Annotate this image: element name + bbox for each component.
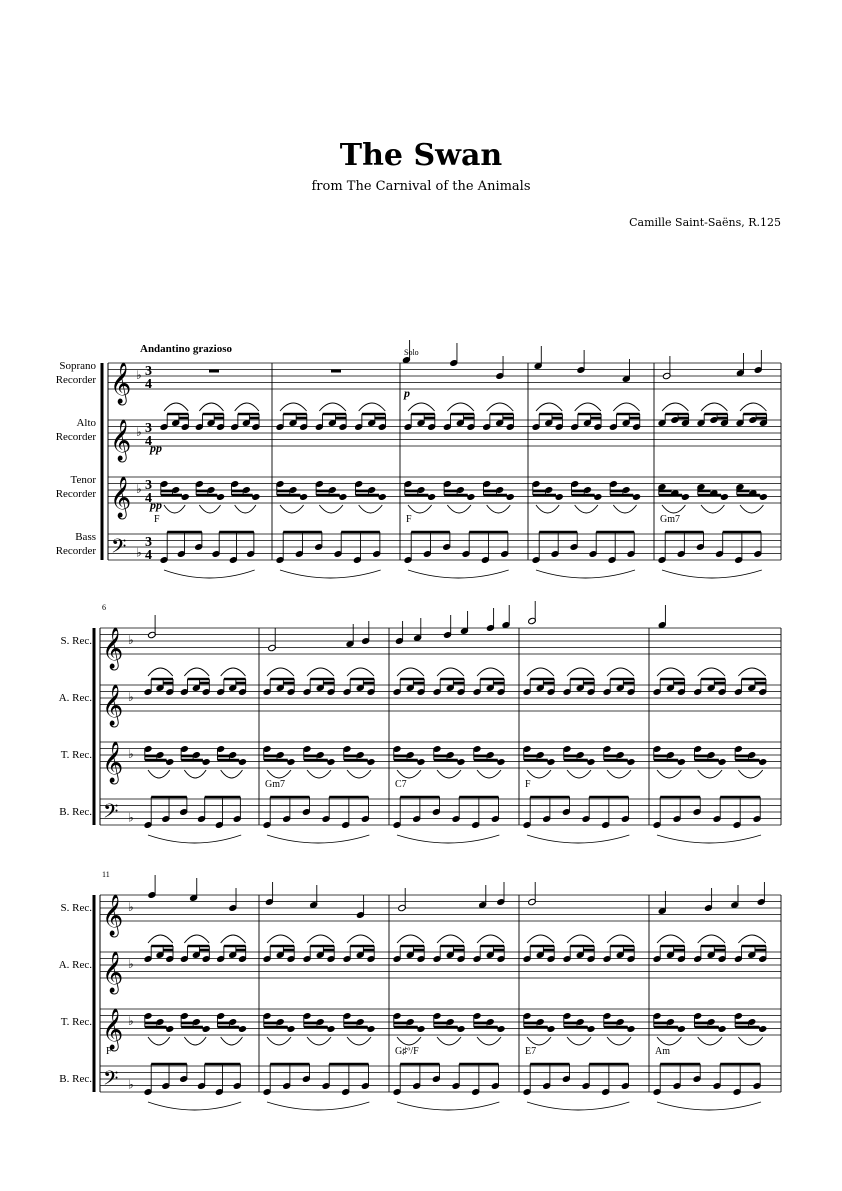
slur [397, 935, 424, 943]
instrument-short-name: B. Rec. [59, 806, 92, 818]
instrument-short-name: A. Rec. [58, 692, 92, 704]
treble-clef-icon: 𝄞 [102, 952, 124, 992]
slur [536, 403, 562, 411]
slur [698, 770, 722, 778]
slur [437, 668, 464, 676]
slur [307, 1037, 331, 1045]
slur [148, 1037, 170, 1045]
piece-title: The Swan [339, 138, 503, 173]
treble-clef-icon: 𝄞 [102, 628, 124, 668]
slur [662, 403, 688, 411]
slur [148, 835, 241, 843]
slur [184, 668, 209, 676]
slur [657, 770, 681, 778]
chord-symbol: F [154, 514, 160, 525]
slur [437, 1037, 461, 1045]
slur [657, 1102, 761, 1110]
instrument-name: Recorder [55, 545, 96, 557]
slur [184, 1037, 206, 1045]
slur [437, 770, 461, 778]
slur [607, 935, 634, 943]
flat-key-signature-icon: ♭ [136, 368, 142, 382]
time-signature-numerator: 3 [145, 478, 152, 493]
slur [613, 403, 639, 411]
slur [575, 505, 598, 513]
treble-clef-icon: 𝄞 [102, 1009, 124, 1049]
slur [397, 668, 424, 676]
slur [536, 570, 635, 578]
time-signature-denominator: 4 [145, 377, 152, 392]
time-signature-denominator: 4 [145, 491, 152, 506]
instrument-short-name: T. Rec. [60, 749, 92, 761]
flat-key-signature-icon: ♭ [136, 425, 142, 439]
slur [148, 935, 173, 943]
chord-symbol: G♯º/F [395, 1046, 419, 1057]
chord-symbol: Gm7 [660, 514, 680, 525]
instrument-name: Alto [76, 417, 96, 429]
slur [397, 835, 499, 843]
slur [319, 505, 343, 513]
slur [307, 935, 334, 943]
treble-clef-icon: 𝄞 [110, 477, 132, 517]
slur [164, 505, 185, 513]
slur [280, 403, 307, 411]
slur [477, 935, 504, 943]
slur [397, 1037, 421, 1045]
slur [527, 1037, 551, 1045]
treble-clef-icon: 𝄞 [102, 895, 124, 935]
whole-rest-icon [209, 370, 219, 373]
slur [148, 770, 170, 778]
slur [359, 403, 386, 411]
bass-clef-icon: 𝄢 [103, 801, 119, 828]
slur [347, 935, 374, 943]
slur [437, 935, 464, 943]
tempo-marking: Andantino grazioso [140, 343, 232, 355]
bass-clef-icon: 𝄢 [103, 1068, 119, 1095]
chord-symbol: Am [655, 1046, 670, 1057]
slur [698, 668, 725, 676]
slur [221, 935, 246, 943]
slur [740, 403, 766, 411]
slur [148, 1102, 241, 1110]
slur [738, 935, 765, 943]
slur [267, 835, 369, 843]
dynamic-alto: pp [150, 441, 162, 455]
slur [607, 668, 634, 676]
slur [575, 403, 601, 411]
slur [447, 505, 471, 513]
slur [164, 570, 255, 578]
slur [347, 668, 374, 676]
slur [477, 1037, 501, 1045]
slur [738, 668, 765, 676]
slur [607, 1037, 631, 1045]
slur [527, 770, 551, 778]
chord-symbol: E7 [525, 1046, 537, 1057]
slur [359, 505, 383, 513]
slur [738, 1037, 762, 1045]
flat-key-signature-icon: ♭ [128, 900, 134, 914]
composer-credit: Camille Saint-Saëns, R.125 [629, 216, 781, 229]
slur [280, 570, 381, 578]
slur [527, 935, 554, 943]
slur [740, 505, 763, 513]
time-signature-denominator: 4 [145, 548, 152, 563]
slur [613, 505, 636, 513]
slur [148, 668, 173, 676]
slur [527, 1102, 629, 1110]
slur [199, 403, 223, 411]
flat-key-signature-icon: ♭ [136, 482, 142, 496]
slur [487, 505, 511, 513]
dynamic-tenor: pp [150, 498, 162, 512]
instrument-name: Recorder [55, 488, 96, 500]
chord-symbol: Gm7 [265, 779, 285, 790]
flat-key-signature-icon: ♭ [128, 633, 134, 647]
slur [487, 403, 514, 411]
instrument-name: Recorder [55, 431, 96, 443]
slur [447, 403, 474, 411]
slur [408, 505, 432, 513]
slur [657, 935, 684, 943]
piece-subtitle: from The Carnival of the Animals [311, 179, 531, 194]
slur [701, 403, 727, 411]
slur [567, 1037, 591, 1045]
slur [477, 770, 501, 778]
instrument-short-name: S. Rec. [60, 902, 92, 914]
slur [267, 1102, 369, 1110]
slur [267, 935, 294, 943]
slur [698, 1037, 722, 1045]
chord-symbol: F [525, 779, 531, 790]
slur [221, 668, 246, 676]
slur [347, 1037, 371, 1045]
slur [536, 505, 559, 513]
measure-number: 11 [102, 870, 110, 879]
slur [738, 770, 762, 778]
flat-key-signature-icon: ♭ [128, 747, 134, 761]
time-signature-numerator: 3 [145, 364, 152, 379]
slur [408, 403, 435, 411]
dynamic-soprano: p [404, 386, 410, 400]
slur [267, 1037, 291, 1045]
instrument-name: Recorder [55, 374, 96, 386]
treble-clef-icon: 𝄞 [102, 742, 124, 782]
slur [235, 505, 256, 513]
instrument-name: Tenor [70, 474, 96, 486]
slur [347, 770, 371, 778]
slur [657, 668, 684, 676]
slur [307, 770, 331, 778]
slur [567, 668, 594, 676]
slur [221, 770, 243, 778]
time-signature-numerator: 3 [145, 535, 152, 550]
slur [698, 935, 725, 943]
solo-marking: Solo [404, 348, 419, 357]
instrument-name: Bass [75, 531, 96, 543]
slur [164, 403, 188, 411]
slur [662, 570, 762, 578]
slur [527, 835, 629, 843]
flat-key-signature-icon: ♭ [128, 810, 134, 825]
treble-clef-icon: 𝄞 [110, 363, 132, 403]
instrument-short-name: T. Rec. [60, 1016, 92, 1028]
chord-symbol: C7 [395, 779, 407, 790]
slur [657, 1037, 681, 1045]
slur [567, 770, 591, 778]
measure-number: 6 [102, 603, 106, 612]
slur [397, 770, 421, 778]
time-signature-denominator: 4 [145, 434, 152, 449]
flat-key-signature-icon: ♭ [128, 1014, 134, 1028]
chord-symbol: F [106, 1046, 112, 1057]
flat-key-signature-icon: ♭ [128, 1077, 134, 1092]
slur [607, 770, 631, 778]
slur [280, 505, 304, 513]
slur [397, 1102, 499, 1110]
treble-clef-icon: 𝄞 [102, 685, 124, 725]
instrument-short-name: S. Rec. [60, 635, 92, 647]
bass-clef-icon: 𝄢 [111, 536, 127, 563]
slur [221, 1037, 243, 1045]
instrument-short-name: A. Rec. [58, 959, 92, 971]
instrument-short-name: B. Rec. [59, 1073, 92, 1085]
treble-clef-icon: 𝄞 [110, 420, 132, 460]
instrument-name: Soprano [59, 360, 96, 372]
slur [184, 935, 209, 943]
slur [477, 668, 504, 676]
flat-key-signature-icon: ♭ [128, 690, 134, 704]
flat-key-signature-icon: ♭ [136, 545, 142, 560]
slur [199, 505, 220, 513]
time-signature-numerator: 3 [145, 421, 152, 436]
slur [408, 570, 509, 578]
slur [701, 505, 724, 513]
slur [184, 770, 206, 778]
slur [267, 770, 291, 778]
slur [319, 403, 346, 411]
slur [662, 505, 685, 513]
slur [657, 835, 761, 843]
slur [307, 668, 334, 676]
slur [567, 935, 594, 943]
flat-key-signature-icon: ♭ [128, 957, 134, 971]
slur [235, 403, 259, 411]
slur [527, 668, 554, 676]
chord-symbol: F [406, 514, 412, 525]
whole-rest-icon [331, 370, 341, 373]
slur [267, 668, 294, 676]
